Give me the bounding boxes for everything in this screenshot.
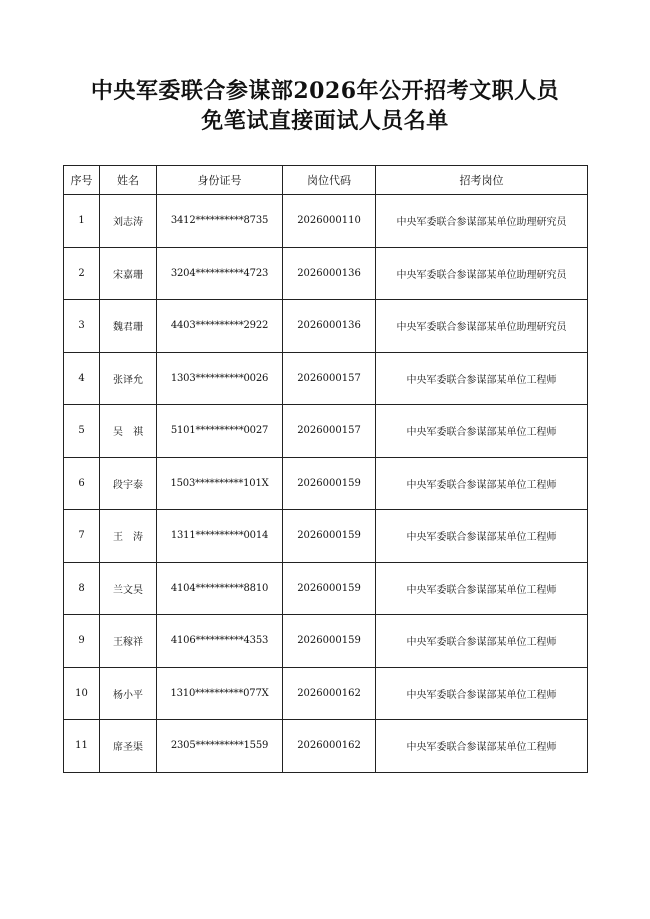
cell-position: 中央军委联合参谋部某单位工程师 [376,510,588,563]
cell-name: 宋嘉珊 [100,247,157,300]
cell-name: 刘志涛 [100,195,157,248]
candidate-table [63,165,588,773]
cell-position: 中央军委联合参谋部某单位工程师 [376,667,588,720]
cell-index: 1 [64,195,100,248]
header-name: 姓名 [100,166,157,195]
cell-id-card: 5101**********0027 [157,405,283,458]
cell-id-card: 1303**********0026 [157,352,283,405]
cell-index: 2 [64,247,100,300]
title-line-1: 中央军委联合参谋部2026年公开招考文职人员 [90,78,560,104]
header-position-code: 岗位代码 [283,166,376,195]
cell-index: 7 [64,510,100,563]
page-title [0,76,650,136]
cell-position: 中央军委联合参谋部某单位工程师 [376,720,588,773]
header-position: 招考岗位 [376,166,588,195]
cell-id-card: 1503**********101X [157,457,283,510]
table-row [64,667,588,720]
table-row [64,247,588,300]
cell-index: 11 [64,720,100,773]
cell-name: 杨小平 [100,667,157,720]
cell-index: 8 [64,562,100,615]
cell-position-code: 2026000162 [283,667,376,720]
table-row [64,720,588,773]
cell-id-card: 3412**********8735 [157,195,283,248]
header-id-card: 身份证号 [157,166,283,195]
cell-position-code: 2026000136 [283,300,376,353]
cell-name: 吴 祺 [100,405,157,458]
title-line-2: 免笔试直接面试人员名单 [201,108,449,134]
cell-position-code: 2026000157 [283,405,376,458]
cell-position: 中央军委联合参谋部某单位工程师 [376,405,588,458]
cell-name: 王 涛 [100,510,157,563]
cell-position-code: 2026000162 [283,720,376,773]
cell-position-code: 2026000159 [283,457,376,510]
table-row [64,457,588,510]
cell-position: 中央军委联合参谋部某单位助理研究员 [376,300,588,353]
cell-index: 3 [64,300,100,353]
table-row [64,405,588,458]
cell-position: 中央军委联合参谋部某单位工程师 [376,352,588,405]
table-body [64,195,588,773]
cell-position-code: 2026000159 [283,562,376,615]
table-row [64,300,588,353]
cell-position: 中央军委联合参谋部某单位工程师 [376,615,588,668]
cell-id-card: 2305**********1559 [157,720,283,773]
cell-position-code: 2026000159 [283,615,376,668]
cell-position: 中央军委联合参谋部某单位工程师 [376,562,588,615]
cell-position: 中央军委联合参谋部某单位工程师 [376,457,588,510]
cell-id-card: 4106**********4353 [157,615,283,668]
cell-index: 10 [64,667,100,720]
cell-position-code: 2026000157 [283,352,376,405]
table-header-row [64,166,588,195]
cell-id-card: 4104**********8810 [157,562,283,615]
cell-index: 9 [64,615,100,668]
cell-name: 兰文昊 [100,562,157,615]
cell-id-card: 4403**********2922 [157,300,283,353]
cell-position: 中央军委联合参谋部某单位助理研究员 [376,195,588,248]
cell-position: 中央军委联合参谋部某单位助理研究员 [376,247,588,300]
cell-index: 4 [64,352,100,405]
table-row [64,562,588,615]
table-row [64,352,588,405]
cell-name: 段宇泰 [100,457,157,510]
cell-position-code: 2026000136 [283,247,376,300]
cell-index: 5 [64,405,100,458]
cell-id-card: 1310**********077X [157,667,283,720]
table-row [64,615,588,668]
cell-name: 魏君珊 [100,300,157,353]
cell-position-code: 2026000110 [283,195,376,248]
cell-id-card: 1311**********0014 [157,510,283,563]
table-row [64,510,588,563]
header-index: 序号 [64,166,100,195]
cell-name: 王稼祥 [100,615,157,668]
cell-index: 6 [64,457,100,510]
cell-name: 张译允 [100,352,157,405]
cell-id-card: 3204**********4723 [157,247,283,300]
cell-position-code: 2026000159 [283,510,376,563]
cell-name: 席圣渠 [100,720,157,773]
table-row [64,195,588,248]
